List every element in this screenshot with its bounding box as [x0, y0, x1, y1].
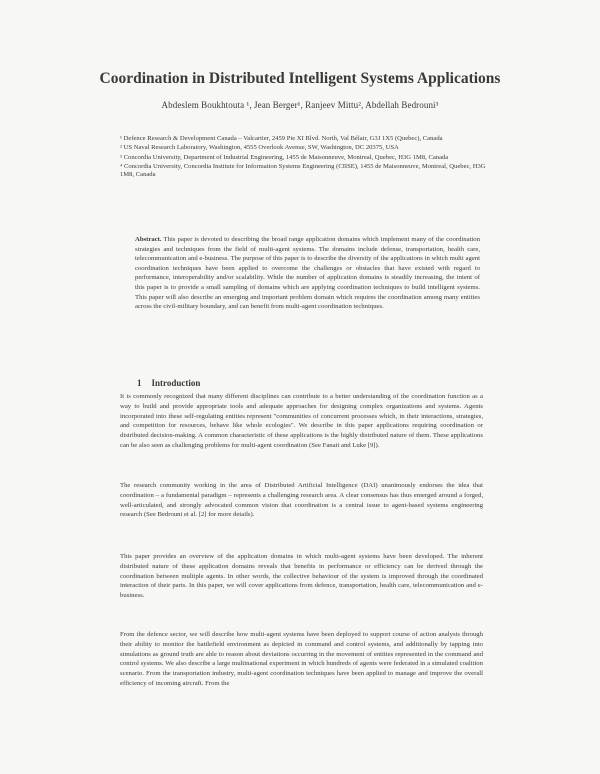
affiliation-2: ² US Naval Research Laboratory, Washington, 4555 Overlook Avenue, SW, Washington, DC 20375, USA — [120, 144, 399, 152]
section-title: Introduction — [151, 378, 201, 388]
affiliation-3: ³ Concordia University, Department of Industrial Engineering, 1455 de Maisonneuve, Montreal, Quebec, H3G 1M8, Canada — [120, 153, 449, 161]
body-paragraph-3: This paper provides an overview of the application domains in which multi-agent systems have been developed. The inherent distributed nature of these application domains reveals that benefits in performance or efficiency can be derived through the coordination between multiple agents. In other words, the collective behaviour of the system is improved through the coordinated interaction of their parts. In this paper, we will cover applications from defence, transportation, health care, telecommunication and e-business. — [120, 553, 483, 600]
abstract-label: Abstract. — [135, 236, 162, 243]
body-paragraph-2: The research community working in the area of Distributed Artificial Intelligence (DAI) unanimously endorses the idea that coordination – a fundamental paradigm – represents a challenging research area. A clear consensus has thus emerged around a forged, well-articulated, and strongly advocated common vision that coordination is a central issue to agent-based systems engineering research (See Bedrouni et al. [2] for more details). — [120, 482, 483, 519]
affiliation-1: ¹ Defence Research & Development Canada – Valcartier, 2459 Pie XI Blvd. North, Val Bélair, G3J 1X5 (Quebec), Canada — [120, 135, 443, 142]
affiliation-4: ⁴ Concordia University, Concordia Institute for Information Systems Engineering (CIISE), 1455 de Maisonneuve, Montreal, Quebec, H3G 1M8, Canada — [120, 162, 486, 179]
section-heading — [137, 378, 200, 388]
paper-title: Coordination in Distributed Intelligent Systems Applications — [99, 70, 501, 87]
abstract — [135, 235, 480, 312]
section-number: 1 — [137, 378, 142, 388]
affiliations — [120, 135, 490, 180]
body-paragraph-1: It is commonly recognized that many different disciplines can contribute to a better understanding of the coordination function as a way to build and provide appropriate tools and adequate approaches for designing complex organizations and systems. Agents incorporated into these self-regulating entities represent "communities of concurrent processes which, in their interactions, strategies, and competition for resources, behave like whole ecologies". We describe in this paper applications requiring coordination or distributed decision-making. A common characteristic of these applications is the highly distributed nature of them. These applications can be also seen as challenging problems for multi-agent coordination (See Fanait and Luke [9]). — [120, 393, 483, 449]
author-list: Abdeslem Boukhtouta ¹, Jean Berger¹, Ranjeev Mittu², Abdellah Bedrouni³ — [161, 100, 439, 110]
abstract-text: This paper is devoted to describing the broad range application domains which implement many of the coordination strategies and techniques from the field of multi-agent systems. The domains include defense, transportation, health care, telecommunication and e-business. The purpose of this paper is to describe the diversity of the applications in which multi agent coordination techniques have been applied to overcome the challenges or obstacles that have existed with regard to performance, interoperability and/or scalability. While the number of application domains is steadily increasing, the intent of this paper is to provide a small sampling of domains which are applying coordination techniques to build intelligent systems. This paper will also describe an emerging and important problem domain which requires the coordination among many entities across the civil-military boundary, and can benefit from multi-agent coordination techniques. — [135, 236, 480, 311]
body-paragraph-4: From the defence sector, we will describe how multi-agent systems have been deployed to support course of action analysis through their ability to monitor the battlefield environment as depicted in command and control systems, and additionally by tapping into simulations as ground truth are able to reason about deviations occurring in the movement of entities represented in the command and control systems. We also describe a large multinational experiment in which hundreds of agents were federated in a simulated coalition scenario. From the transportation industry, multi-agent coordination techniques have been applied to manage and improve the overall efficiency of incoming aircraft. From the — [120, 631, 483, 687]
